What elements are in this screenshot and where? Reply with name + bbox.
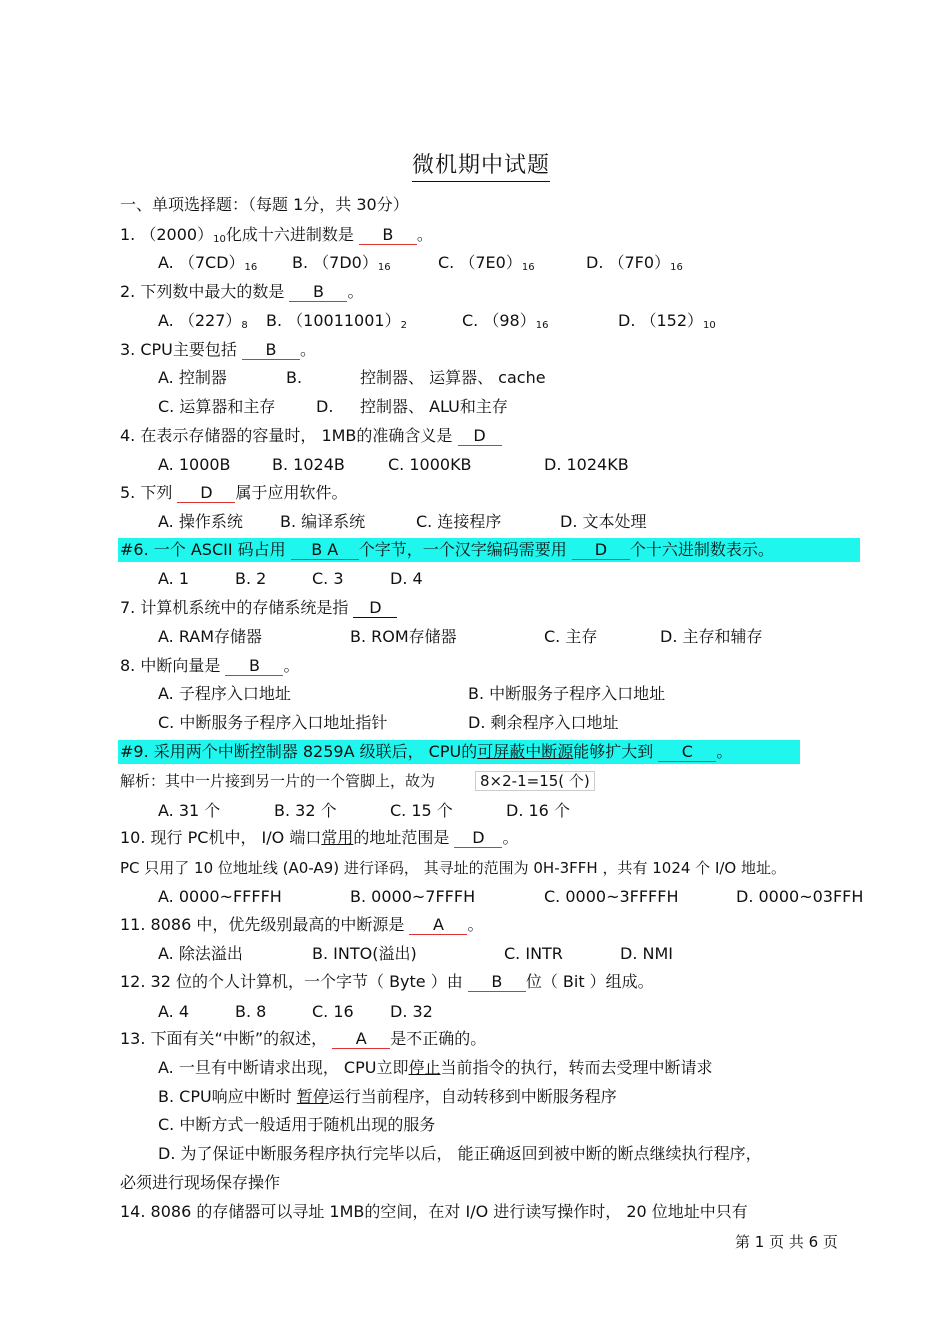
q2-options xyxy=(158,310,716,337)
question-3: 3. CPU主要包括 B 。 xyxy=(120,340,316,359)
q13-option-c: C. 中断方式一般适用于随机出现的服务 xyxy=(158,1115,436,1134)
section-heading: 一、单项选择题：（每题 1分，共 30分） xyxy=(120,195,409,214)
q8-options-row2: C. 中断服务子程序入口地址指针 D. 剩余程序入口地址 xyxy=(158,713,619,732)
q13-answer: A xyxy=(332,1030,390,1049)
page-footer: 第 1 页 共 6 页 xyxy=(735,1233,838,1251)
q2-answer: B xyxy=(289,283,347,302)
q13-option-d: D. 为了保证中断服务程序执行完毕以后， 能正确返回到被中断的断点继续执行程序， xyxy=(158,1144,762,1163)
q9-answer: C xyxy=(658,743,716,762)
q9-calc: 8×2-1=15( 个) xyxy=(475,771,595,791)
q2-option-b: B. $(10011001)_2$ xyxy=(266,311,407,331)
q3-options-row1 xyxy=(158,367,546,389)
q8-answer: B xyxy=(225,657,283,676)
q13-option-b: B. CPU响应中断时 暂停运行当前程序，自动转移到中断服务程序 xyxy=(158,1087,617,1106)
q2-option-a: A. $(227)_8$ xyxy=(158,311,248,331)
question-6: #6. 一个 ASCII 码占用 B A 个字节，一个汉字编码需要用 D 个十六进制数表示。 xyxy=(120,540,774,559)
question-7: 7. 计算机系统中的存储系统是指 D xyxy=(120,597,397,619)
q2-option-c: C. $(98)_{16}$ xyxy=(462,311,549,331)
q9-options: A. 31 个 B. 32 个 C. 15 个 D. 16 个 xyxy=(158,801,570,820)
q11-options: A. 除法溢出 B. INTO(溢出) C. INTR D. NMI xyxy=(158,944,673,963)
q1-option-b: B. $(7D0)_{16}$ xyxy=(292,253,391,273)
question-1 xyxy=(120,224,433,251)
q5-answer: D xyxy=(177,484,235,503)
q9-underlined: 可屏蔽中断源 xyxy=(477,742,574,761)
q3-option-d: 控制器、 ALU和主存 xyxy=(360,397,508,416)
q4-answer: D xyxy=(458,427,502,446)
q6-answer-1: B A xyxy=(291,541,359,560)
question-13: 13. 下面有关“中断”的叙述， A 是不正确的。 xyxy=(120,1029,487,1048)
q10-explanation: PC 只用了 10 位地址线 (A0-A9) 进行译码， 其寻址的范围为 0H-3FFH ，共有 1024 个 I/O 地址。 xyxy=(120,859,786,877)
q10-underlined: 常用 xyxy=(321,828,354,847)
q1-end: 。 xyxy=(416,225,433,244)
q8-options-row1: A. 子程序入口地址 B. 中断服务子程序入口地址 xyxy=(158,684,666,703)
q12-options: A. 4 B. 8 C. 16 D. 32 xyxy=(158,1002,433,1021)
question-11: 11. 8086 中，优先级别最高的中断源是 A 。 xyxy=(120,915,484,934)
q1-tail: 化成十六进制数是 xyxy=(225,225,354,244)
q3-option-b-label: B. xyxy=(286,368,303,387)
q11-answer: A xyxy=(409,916,467,935)
q1-stem: 1. （2000） xyxy=(120,225,214,244)
q7-answer: D xyxy=(353,599,397,618)
question-2: 2. 下列数中最大的数是 B 。 xyxy=(120,282,364,301)
q13-option-d-cont: 必须进行现场保存操作 xyxy=(120,1173,281,1192)
question-10: 10. 现行 PC机中， I/O 端口常用的地址范围是 D 。 xyxy=(120,828,519,847)
q1-option-c: C. $(7E0)_{16}$ xyxy=(438,253,535,273)
q3-answer: B xyxy=(242,341,300,360)
q1-options xyxy=(158,252,683,279)
page-title: 微机期中试题 xyxy=(412,148,550,182)
q13-option-a: A. 一旦有中断请求出现， CPU立即停止当前指令的执行，转而去受理中断请求 xyxy=(158,1058,713,1077)
q3-option-d-label: D. xyxy=(316,397,334,416)
question-9: #9. 采用两个中断控制器 8259A 级联后， CPU的可屏蔽中断源能够扩大到 C 。 xyxy=(120,742,733,761)
q6-options: A. 1 B. 2 C. 3 D. 4 xyxy=(158,569,423,588)
q10-options: A. 0000~FFFFH B. 0000~7FFFH C. 0000~3FFFFH D. 0000~03FFH xyxy=(158,887,864,906)
q2-stem: 2. 下列数中最大的数是 xyxy=(120,282,285,301)
q3-options-row2 xyxy=(158,396,508,418)
question-5: 5. 下列 D 属于应用软件。 xyxy=(120,483,348,502)
q10-answer: D xyxy=(454,829,502,848)
q2-option-d: D. $(152)_{10}$ xyxy=(618,311,716,331)
q1-option-d: D. $(7F0)_{16}$ xyxy=(586,253,683,273)
q5-options: A. 操作系统 B. 编译系统 C. 连接程序 D. 文本处理 xyxy=(158,512,647,531)
question-12: 12. 32 位的个人计算机，一个字节（ Byte ）由 B 位（ Bit ）组成。 xyxy=(120,972,654,991)
question-14: 14. 8086 的存储器可以寻址 1MB的空间，在对 I/O 进行读写操作时， 20 位地址中只有 xyxy=(120,1202,748,1221)
q1-option-a: A. $(7CD)_{16}$ xyxy=(158,253,258,273)
q4-options: A. 1000B B. 1024B C. 1000KB D. 1024KB xyxy=(158,455,629,474)
question-8: 8. 中断向量是 B 。 xyxy=(120,656,300,675)
q1-answer: B xyxy=(359,226,417,245)
q3-option-b: 控制器、 运算器、 cache xyxy=(360,368,546,387)
q6-answer-2: D xyxy=(572,541,630,560)
q9-explanation: 解析：其中一片接到另一片的一个管脚上，故为 8×2-1=15( 个) xyxy=(120,770,595,792)
question-4: 4. 在表示存储器的容量时， 1MB的准确含义是 D xyxy=(120,425,502,447)
q1-subscript: 10 xyxy=(213,234,226,245)
q3-option-c: C. 运算器和主存 xyxy=(158,397,276,416)
q3-option-a: A. 控制器 xyxy=(158,368,227,387)
q7-options: A. RAM存储器 B. ROM存储器 C. 主存 D. 主存和辅存 xyxy=(158,627,763,646)
q12-answer: B xyxy=(468,973,526,992)
